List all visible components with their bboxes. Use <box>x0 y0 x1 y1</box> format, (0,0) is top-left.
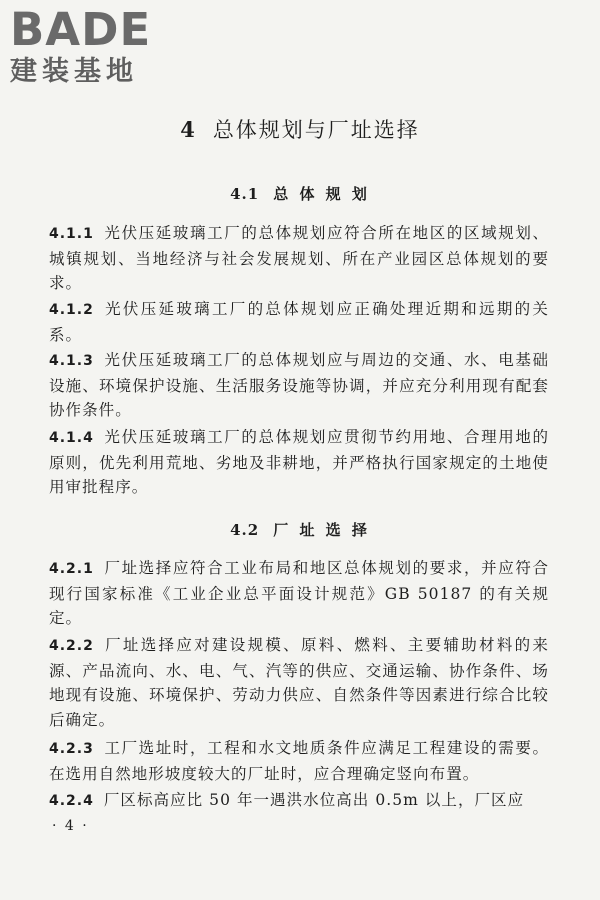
clause-4-1-2 <box>49 297 549 347</box>
clause-text: 光伏压延玻璃工厂的总体规划应与周边的交通、水、电基础设施、环境保护设施、生活服务设施等协调，并应充分利用现有配套协作条件。 <box>49 351 549 419</box>
clause-number: 4.2.3 <box>49 741 94 757</box>
logo-wordmark: BADE <box>10 3 152 56</box>
clause-number: 4.1.3 <box>49 353 94 369</box>
clause-number: 4.1.4 <box>49 430 94 446</box>
clause-4-1-1 <box>49 221 549 296</box>
logo-subtitle: 建装基地 <box>10 56 138 87</box>
clause-text: 光伏压延玻璃工厂的总体规划应正确处理近期和远期的关系。 <box>49 300 549 344</box>
clause-text: 厂址选择应符合工业布局和地区总体规划的要求，并应符合现行国家标准《工业企业总平面设计规范》GB 50187 的有关规定。 <box>49 559 549 627</box>
clause-text: 光伏压延玻璃工厂的总体规划应贯彻节约用地、合理用地的原则，优先利用荒地、劣地及非耕地，并严格执行国家规定的土地使用审批程序。 <box>49 428 549 496</box>
page-number: · 4 · <box>52 818 89 834</box>
section-number: 4.2 <box>230 521 260 539</box>
clause-4-2-3 <box>49 736 549 786</box>
clause-text: 工厂选址时，工程和水文地质条件应满足工程建设的需要。在选用自然地形坡度较大的厂址时，应合理确定竖向布置。 <box>49 739 549 783</box>
section-heading-4-1 <box>0 183 600 204</box>
clause-4-2-1 <box>49 556 549 631</box>
chapter-heading <box>0 114 600 144</box>
section-heading-4-2 <box>0 519 600 540</box>
section-title: 总 体 规 划 <box>273 185 370 203</box>
section-number: 4.1 <box>230 185 260 203</box>
logo <box>10 4 180 87</box>
clause-text: 厂区标高应比 50 年一遇洪水位高出 0.5m 以上，厂区应 <box>103 791 525 809</box>
clause-number: 4.2.4 <box>49 793 94 809</box>
section-title: 厂 址 选 择 <box>273 521 370 539</box>
clause-number: 4.2.2 <box>49 638 94 654</box>
clause-number: 4.2.1 <box>49 561 94 577</box>
clause-text: 光伏压延玻璃工厂的总体规划应符合所在地区的区域规划、城镇规划、当地经济与社会发展规划、所在产业园区总体规划的要求。 <box>49 224 549 292</box>
clause-4-2-4 <box>49 788 549 814</box>
clause-4-1-4 <box>49 425 549 500</box>
clause-4-2-2 <box>49 633 549 732</box>
clause-4-1-3 <box>49 348 549 423</box>
chapter-title: 总体规划与厂址选择 <box>212 118 420 142</box>
clause-number: 4.1.1 <box>49 226 94 242</box>
clause-text: 厂址选择应对建设规模、原料、燃料、主要辅助材料的来源、产品流向、水、电、气、汽等的供应、交通运输、协作条件、场地现有设施、环境保护、劳动力供应、自然条件等因素进行综合比较后确定。 <box>49 636 549 729</box>
clause-number: 4.1.2 <box>49 302 94 318</box>
chapter-number: 4 <box>180 117 197 142</box>
